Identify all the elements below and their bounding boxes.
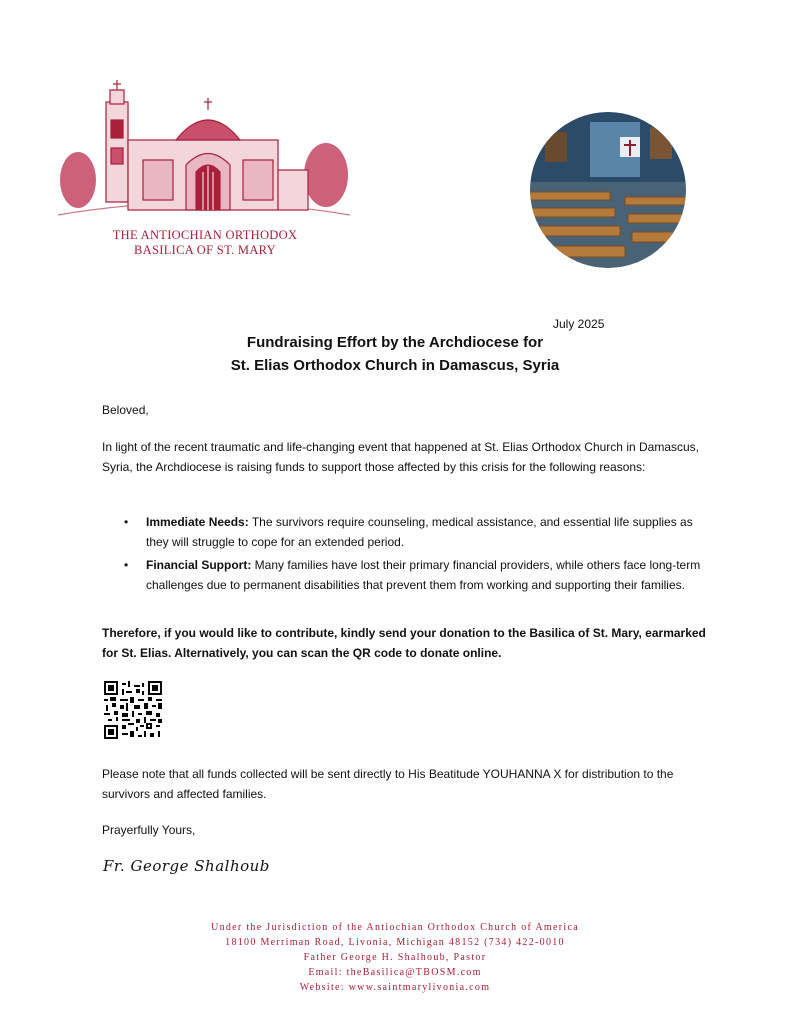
church-name-line1: THE ANTIOCHIAN ORTHODOX — [112, 228, 298, 242]
bullet-dot-icon: • — [124, 558, 129, 572]
qr-code-icon[interactable] — [104, 681, 162, 739]
bullet-text: The survivors require counseling, medical assistance, and essential life supplies as they will struggle to cope for an extended period. — [146, 515, 693, 549]
list-item — [124, 556, 706, 595]
church-name-line2: BASILICA OF ST. MARY — [134, 243, 276, 257]
letter-date: July 2025 — [553, 317, 605, 331]
signature: Fr. George Shalhoub — [103, 857, 270, 875]
footer-pastor: Father George H. Shalhoub, Pastor — [303, 952, 487, 963]
list-item — [124, 513, 706, 552]
call-to-action: Therefore, if you would like to contribute, kindly send your donation to the Basilica of St. Mary, earmarked for St. Elias. Alternatively, you can scan the QR code to donate online. — [102, 626, 706, 660]
footer-address: 18100 Merriman Road, Livonia, Michigan 48152 (734) 422-0010 — [225, 937, 565, 948]
closing: Prayerfully Yours, — [102, 823, 196, 837]
reasons-list — [124, 513, 706, 599]
intro-paragraph: In light of the recent traumatic and life-changing event that happened at St. Elias Orthodox Church in Damascus, Syria, the Archdiocese is raising funds to support those affected by this crisis for the following reasons: — [102, 440, 700, 474]
bullet-dot-icon: • — [124, 515, 129, 529]
bullet-text: Many families have lost their primary financial providers, while others face long-term challenges due to permanent disabilities that prevent them from working and supporting their families. — [146, 558, 701, 592]
letter-title-line2: St. Elias Orthodox Church in Damascus, Syria — [230, 357, 560, 374]
salutation: Beloved, — [102, 403, 149, 417]
church-interior-photo — [530, 112, 686, 268]
church-logo-icon — [58, 80, 350, 220]
bullet-label: Financial Support: — [146, 558, 252, 572]
footer-website[interactable]: Website: www.saintmarylivonia.com — [299, 982, 491, 993]
footer-email[interactable]: Email: theBasilica@TBOSM.com — [308, 967, 482, 978]
letter-title-line1: Fundraising Effort by the Archdiocese for — [246, 334, 544, 351]
note-paragraph: Please note that all funds collected will be sent directly to His Beatitude YOUHANNA X for distribution to the survivors and affected families. — [102, 767, 674, 801]
footer-jurisdiction: Under the Jurisdiction of the Antiochian Orthodox Church of America — [211, 922, 579, 933]
bullet-label: Immediate Needs: — [146, 515, 249, 529]
